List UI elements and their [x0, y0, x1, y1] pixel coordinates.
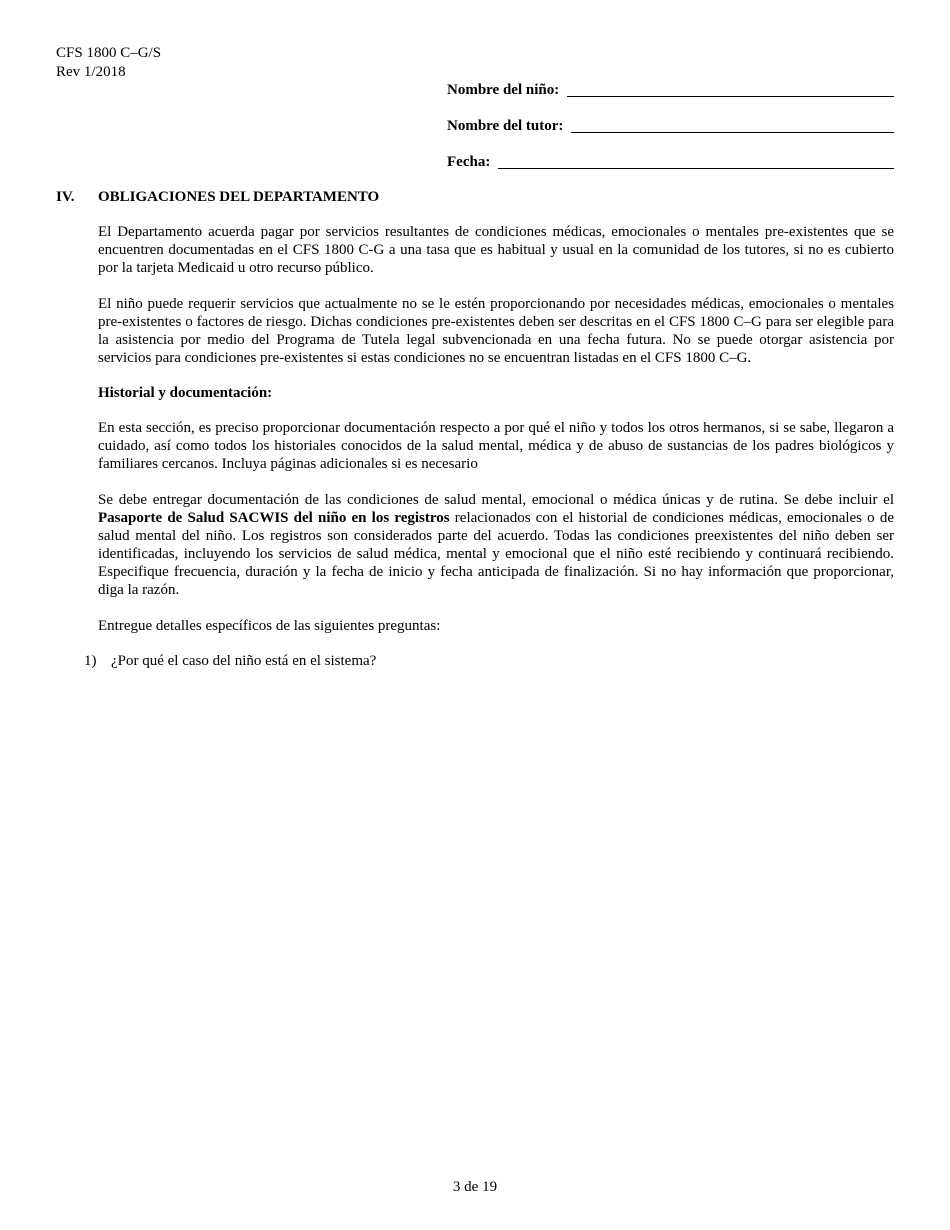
- child-name-field: [447, 79, 894, 99]
- guardian-name-field: [447, 115, 894, 135]
- child-name-label: Nombre del niño:: [447, 82, 560, 98]
- paragraph-history-documentation: En esta sección, es preciso proporcionar documentación respecto a por qué el niño y todos los otros hermanos, si se sabe, llegaron a cuidado, así como todos los historiales conocidos de la salud mental, médica y de abuso de sustancias de los padres biológicos y familiares cercanos. Incluya páginas adicionales si es necesario: [98, 420, 894, 472]
- paragraph-health-passport-end: relacionados con el historial de condiciones médicas, emocionales o de salud mental del niño. Los registros son considerados parte del acuerdo. Todas las condiciones preexistentes del niño deben ser identificadas, incluyendo los servicios de salud médica, mental y emocional que el niño esté recibiendo y continuará recibiendo. Especifique frecuencia, duración y la fecha de inicio y fecha anticipada de finalización. Si no hay información que proporcionar, diga la razón.: [98, 510, 894, 598]
- section-title: OBLIGACIONES DEL DEPARTAMENTO: [98, 189, 380, 205]
- page-number: 3 de 19: [452, 1179, 498, 1195]
- guardian-name-input-line[interactable]: [571, 132, 894, 133]
- question-item: [84, 652, 376, 670]
- form-revision: Rev 1/2018: [56, 64, 126, 80]
- form-header: [56, 44, 161, 82]
- question-text: ¿Por qué el caso del niño está en el sistema?: [111, 653, 377, 669]
- paragraph-preexisting-conditions: El niño puede requerir servicios que actualmente no se le estén proporcionando por necesidades médicas, emocionales o mentales pre-existentes o factores de riesgo. Dichas condiciones pre-existentes deben ser descritas en el CFS 1800 C–G para ser elegible para la asistencia por medio del Programa de Tutela legal subvencionada en una fecha futura. No se puede otorgar asistencia por servicios para condiciones pre-existentes si estas condiciones no se encuentran listadas en el CFS 1800 C–G.: [98, 296, 894, 366]
- paragraph-health-passport: [98, 491, 894, 599]
- health-passport-emphasis: Pasaporte de Salud SACWIS del niño en los registros: [98, 510, 450, 526]
- history-subheading: Historial y documentación:: [98, 385, 273, 401]
- form-code: CFS 1800 C–G/S: [56, 45, 162, 61]
- date-field: [447, 151, 894, 171]
- paragraph-department-payment: El Departamento acuerda pagar por servicios resultantes de condiciones médicas, emocionales o mentales pre-existentes que se encuentren documentadas en el CFS 1800 C-G a una tasa que es habitual y usual en la comunidad de los tutores, si no es cubierto por la tarjeta Medicaid u otro recurso público.: [98, 224, 894, 276]
- child-name-input-line[interactable]: [567, 96, 894, 97]
- section-number: IV.: [56, 189, 75, 205]
- paragraph-health-passport-start: Se debe entregar documentación de las condiciones de salud mental, emocional o médica únicas y de rutina. Se debe incluir el: [98, 492, 894, 508]
- question-number: 1): [84, 653, 97, 669]
- date-label: Fecha:: [447, 154, 491, 170]
- paragraph-questions-intro: Entregue detalles específicos de las siguientes preguntas:: [98, 618, 441, 634]
- date-input-line[interactable]: [498, 168, 894, 169]
- guardian-name-label: Nombre del tutor:: [447, 118, 564, 134]
- section-heading: [56, 188, 379, 206]
